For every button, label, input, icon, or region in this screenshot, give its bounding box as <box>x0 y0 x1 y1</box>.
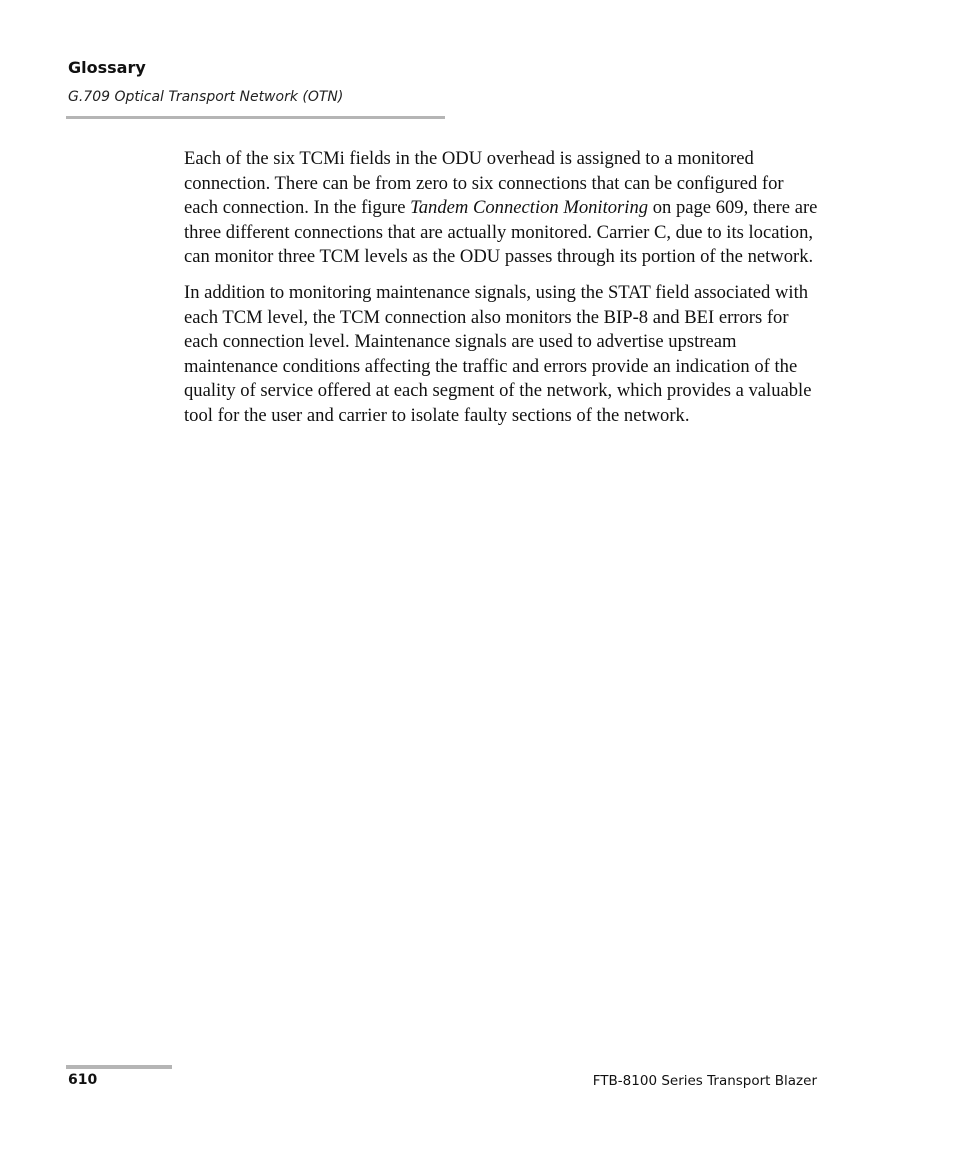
paragraph-1 <box>184 147 820 270</box>
section-title: Glossary <box>68 58 146 77</box>
footer-divider <box>66 1065 172 1069</box>
header-divider <box>66 116 445 119</box>
page-header <box>68 58 444 106</box>
paragraph-1-text-b: on page 609, there are three different connections that are actually monitored. Carrier C, due to its location, can monitor three TCM levels as the ODU passes through its portion of the network. <box>184 197 818 268</box>
figure-reference-link[interactable]: Tandem Connection Monitoring <box>410 197 649 219</box>
body-text <box>184 147 820 440</box>
subsection-title: G.709 Optical Transport Network (OTN) <box>68 89 344 105</box>
product-name: FTB-8100 Series Transport Blazer <box>592 1073 817 1089</box>
page-number: 610 <box>68 1072 98 1088</box>
paragraph-2: In addition to monitoring maintenance signals, using the STAT field associated with each TCM level, the TCM connection also monitors the BIP-8 and BEI errors for each connection level. Maintenance signals are used to advertise upstream maintenance conditions affecting the traffic and errors provide an indication of the quality of service offered at each segment of the network, which provides a valuable tool for the user and carrier to isolate faulty sections of the network. <box>184 281 812 426</box>
paragraph-1-text-a: Each of the six TCMi fields in the ODU overhead is assigned to a monitored connection. There can be from zero to six connections that can be configured for each connection. In the figure <box>184 148 784 219</box>
